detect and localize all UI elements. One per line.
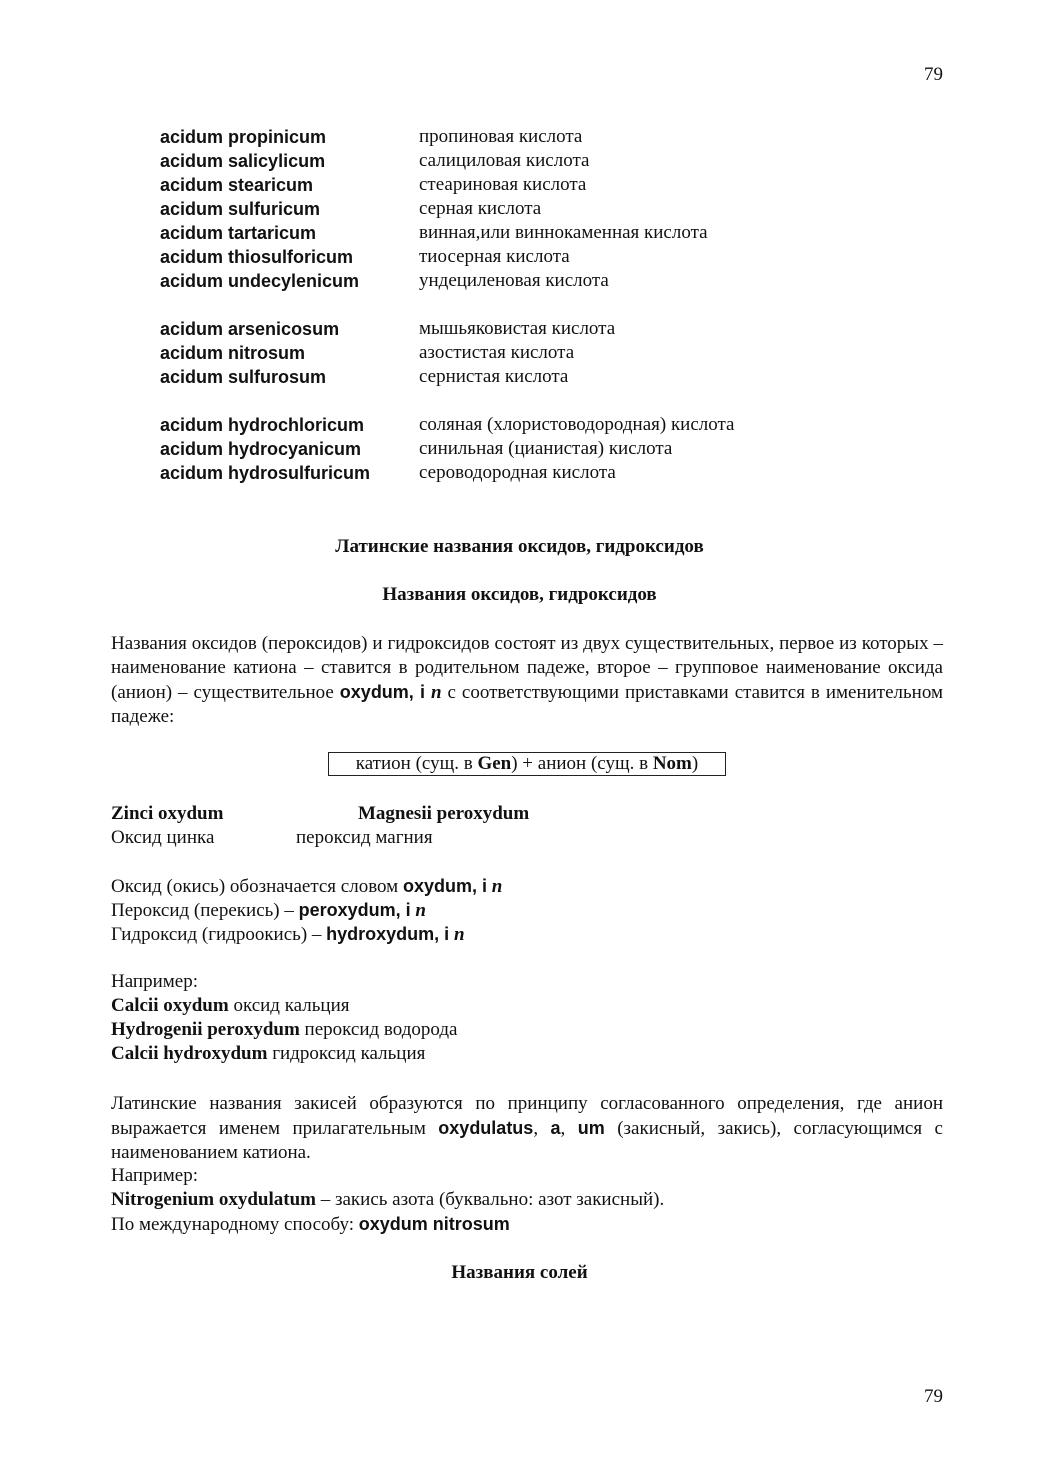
def-oxydum-pre: Оксид (окись) обозначается словом [111, 876, 403, 897]
acid-group-2 [160, 317, 860, 389]
def-oxydum-term: oxydum, i [402, 876, 487, 896]
example-calcii-hydroxydum-ru: гидроксид кальция [267, 1043, 426, 1064]
def-peroxydum [111, 898, 426, 923]
acid-latin-name: acidum sulfuricum [160, 199, 321, 219]
def-hydroxydum-term: hydroxydum, i [326, 924, 450, 944]
intro-term: oxydum, i [339, 682, 426, 702]
acid-term-row [160, 197, 860, 221]
acid-term-row [160, 365, 860, 389]
acid-russian-name: азостистая кислота [419, 342, 575, 363]
acid-latin-name: acidum salicylicum [160, 151, 326, 171]
oxydul-sep-1: , [533, 1118, 551, 1139]
example-calcii-oxydum [111, 994, 350, 1018]
example-calcii-hydroxydum [111, 1042, 425, 1066]
formula-part-2: ) + анион (сущ. в [511, 753, 653, 774]
def-peroxydum-term: peroxydum, i [298, 900, 411, 920]
section-heading-latin-oxides: Латинские названия оксидов, гидроксидов [335, 536, 704, 557]
oxydul-text-2: (закисный, закись), согласующимся с наименованием катиона. [111, 1118, 943, 1163]
acid-latin-name: acidum hydrosulfuricum [160, 463, 371, 483]
example-label: Например: [111, 971, 198, 992]
acid-latin-name: acidum thiosulforicum [160, 247, 354, 267]
acid-latin-name: acidum hydrochloricum [160, 415, 365, 435]
acid-russian-name: соляная (хлористоводородная) кислота [419, 414, 735, 435]
acid-term-row [160, 269, 860, 293]
example-calcii-oxydum-ru: оксид кальция [228, 995, 350, 1016]
acid-russian-name: ундециленовая кислота [419, 270, 609, 291]
def-peroxydum-gender: n [415, 900, 426, 921]
acid-russian-name: стеариновая кислота [419, 174, 587, 195]
acid-latin-name: acidum stearicum [160, 175, 314, 195]
formula-gen: Gen [477, 753, 512, 774]
example-magnesium-peroxide-ru: пероксид магния [296, 827, 433, 848]
acid-terms-list [160, 125, 860, 509]
acid-term-row [160, 341, 860, 365]
oxydul-term-1: oxydulatus [438, 1118, 534, 1138]
acid-russian-name: пропиновая кислота [419, 126, 583, 147]
example-magnesii-peroxydum: Magnesii peroxydum [358, 803, 530, 824]
international-method-term: oxydum nitrosum [358, 1214, 510, 1234]
def-peroxydum-pre: Пероксид (перекись) – [111, 900, 299, 921]
acid-term-row [160, 317, 860, 341]
oxydul-text-1: Латинские названия закисей образуются по принципу согласованного определения, где анион выражается именем прилагательным [111, 1093, 943, 1139]
acid-russian-name: тиосерная кислота [419, 246, 570, 267]
formula-box [328, 752, 726, 776]
acid-latin-name: acidum tartaricum [160, 223, 317, 243]
acid-latin-name: acidum undecylenicum [160, 271, 360, 291]
example-zinci-oxydum: Zinci oxydum [111, 803, 224, 824]
acid-term-row [160, 125, 860, 149]
intro-paragraph [111, 632, 943, 729]
acid-latin-name: acidum sulfurosum [160, 367, 327, 387]
example-hydrogenii-peroxydum-ru: пероксид водорода [299, 1019, 458, 1040]
international-method [111, 1212, 510, 1237]
def-hydroxydum-pre: Гидроксид (гидроокись) – [111, 924, 327, 945]
example-calcii-oxydum-lat: Calcii oxydum [111, 995, 229, 1016]
acid-term-row [160, 173, 860, 197]
example-hydrogenii-peroxydum [111, 1018, 457, 1042]
oxydul-sep-2: , [560, 1118, 578, 1139]
acid-term-row [160, 221, 860, 245]
acid-russian-name: синильная (цианистая) кислота [419, 438, 673, 459]
example-hydrogenii-peroxydum-lat: Hydrogenii peroxydum [111, 1019, 300, 1040]
acid-term-row [160, 245, 860, 269]
acid-russian-name: мышьяковистая кислота [419, 318, 616, 339]
page-number-bottom: 79 [924, 1386, 943, 1407]
acid-term-row [160, 149, 860, 173]
def-oxydum-gender: n [491, 876, 503, 897]
def-oxydum [111, 874, 502, 899]
oxydul-term-3: um [577, 1118, 605, 1138]
example-nitrogenium [111, 1188, 664, 1212]
def-hydroxydum-gender: n [453, 924, 465, 945]
formula-nom: Nom [652, 753, 692, 774]
acid-term-row [160, 413, 860, 437]
acid-russian-name: винная,или виннокаменная кислота [419, 222, 708, 243]
acid-term-row [160, 437, 860, 461]
acid-latin-name: acidum arsenicosum [160, 319, 340, 339]
acid-latin-name: acidum propinicum [160, 127, 327, 147]
acid-russian-name: серная кислота [419, 198, 542, 219]
oxydul-term-2: a [550, 1118, 561, 1138]
acid-latin-name: acidum hydrocyanicum [160, 439, 362, 459]
intro-text-1: Названия оксидов (пероксидов) и гидроксидов состоят из двух существительных, первое из которых – наименование катиона – ставится в родительном падеже, второе – групповое наименование оксида (анион) – существительное [111, 633, 943, 703]
acid-term-row [160, 461, 860, 485]
acid-russian-name: сернистая кислота [419, 366, 569, 387]
oxydul-paragraph [111, 1092, 943, 1165]
intro-gender: n [431, 682, 442, 703]
intro-text-2: с соответствующими приставками ставится в именительном падеже: [111, 682, 944, 727]
formula-part-3: ) [691, 753, 699, 774]
acid-russian-name: салициловая кислота [419, 150, 590, 171]
page-number-top: 79 [924, 64, 943, 85]
acid-russian-name: сероводородная кислота [419, 462, 616, 483]
acid-latin-name: acidum nitrosum [160, 343, 306, 363]
def-hydroxydum [111, 922, 465, 947]
acid-group-1 [160, 125, 860, 293]
acid-group-3 [160, 413, 860, 485]
example-calcii-hydroxydum-lat: Calcii hydroxydum [111, 1043, 268, 1064]
example-nitrogenium-ru: – закись азота (буквально: азот закисный). [315, 1189, 665, 1210]
international-method-pre: По международному способу: [111, 1214, 359, 1235]
section-heading-salts: Названия солей [451, 1262, 588, 1283]
example-nitrogenium-lat: Nitrogenium oxydulatum [111, 1189, 316, 1210]
example-label-2: Например: [111, 1165, 198, 1186]
section-heading-oxides: Названия оксидов, гидроксидов [382, 584, 657, 605]
formula-part-1: катион (сущ. в [355, 753, 478, 774]
example-zinc-oxide-ru: Оксид цинка [111, 827, 215, 848]
